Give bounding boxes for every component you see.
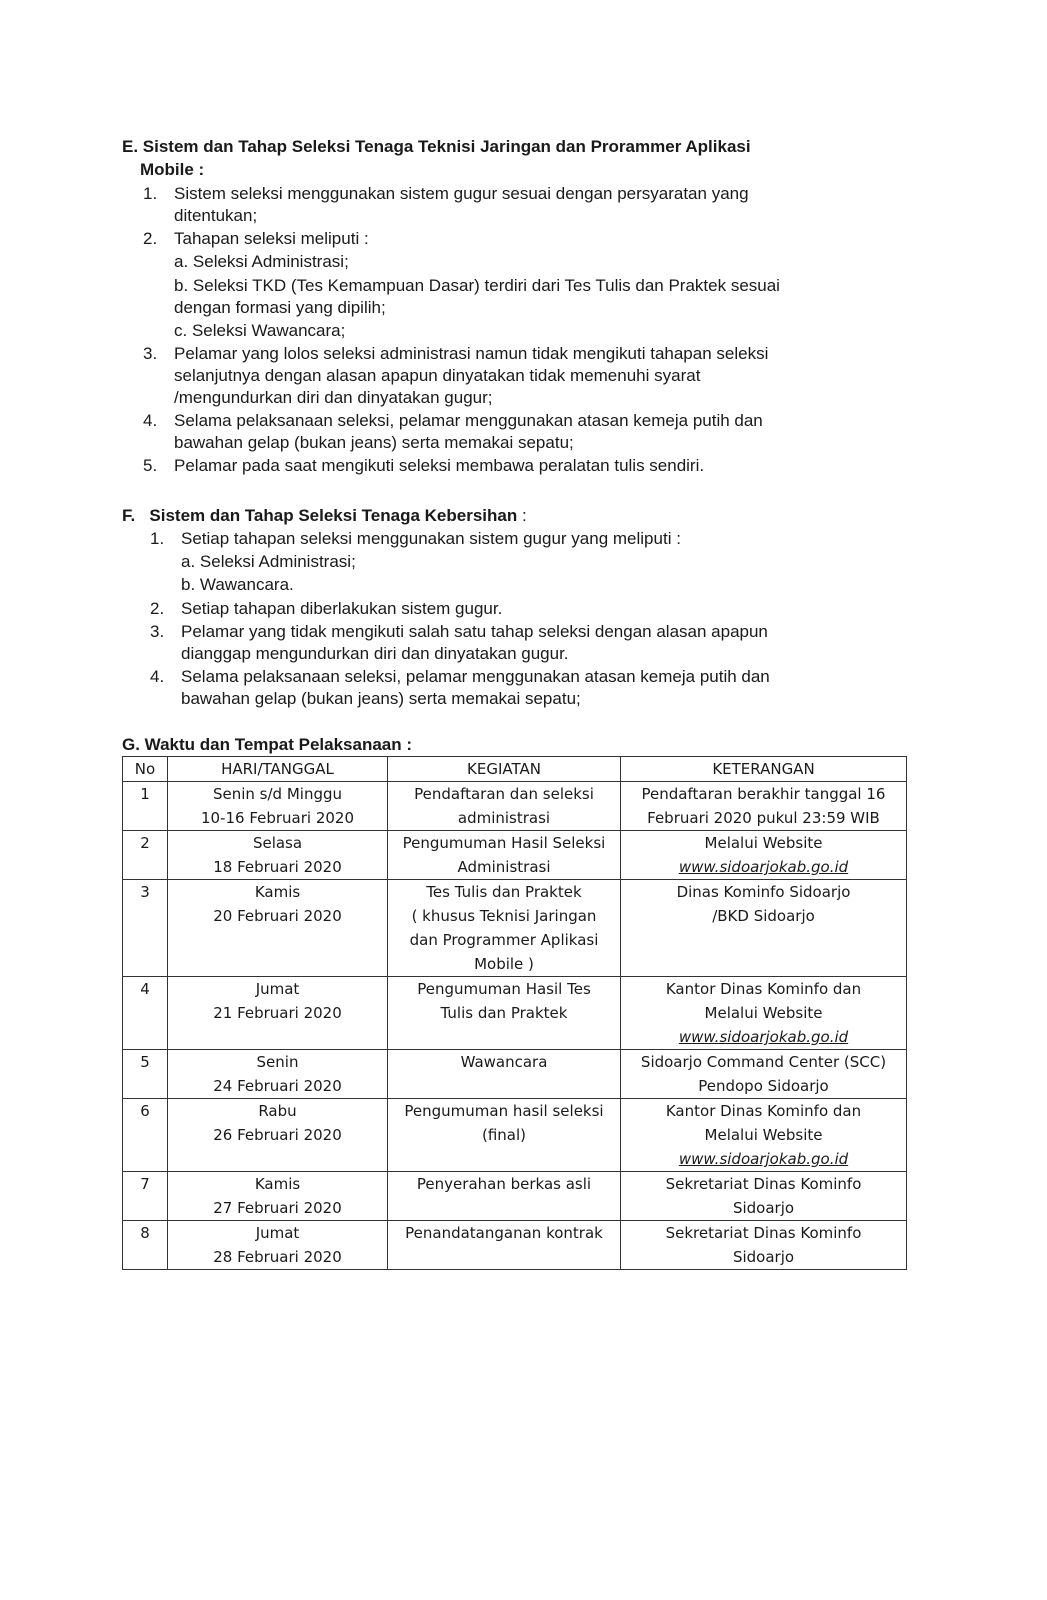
cell-no-line: 4 (140, 980, 150, 998)
list-item-number: 2. (143, 229, 158, 249)
sub-list-item-text: b. Wawancara. (181, 575, 294, 595)
cell-note (621, 782, 907, 831)
cell-activity (388, 1050, 621, 1099)
list-item-text: bawahan gelap (bukan jeans) serta memakai sepatu; (174, 433, 574, 453)
cell-note-line: Melalui Website (704, 1004, 823, 1022)
cell-activity-line: Administrasi (457, 858, 551, 876)
header-activity: KEGIATAN (388, 757, 621, 782)
cell-date-line: 18 Februari 2020 (213, 858, 342, 876)
cell-note-line: Dinas Kominfo Sidoarjo (676, 883, 851, 901)
cell-date-line: 26 Februari 2020 (213, 1126, 342, 1144)
list-item-text: Pelamar pada saat mengikuti seleksi membawa peralatan tulis sendiri. (174, 456, 705, 476)
cell-no-line: 8 (140, 1224, 150, 1242)
list-item-text: bawahan gelap (bukan jeans) serta memakai sepatu; (181, 689, 581, 708)
cell-activity-line: Penandatanganan kontrak (405, 1224, 603, 1242)
table-row (123, 1172, 907, 1221)
cell-date-line: 21 Februari 2020 (213, 1004, 342, 1022)
list-item-text: selanjutnya dengan alasan apapun dinyatakan tidak memenuhi syarat (174, 366, 701, 385)
sub-list-item-text: c. Seleksi Wawancara; (174, 320, 346, 340)
website-link[interactable]: www.sidoarjokab.go.id (678, 1150, 849, 1168)
cell-date (168, 782, 388, 831)
table-row (123, 831, 907, 880)
list-item-number: 1. (143, 184, 158, 203)
cell-no (123, 1050, 168, 1099)
table-row (123, 977, 907, 1050)
cell-activity-line: Pengumuman Hasil Seleksi (402, 834, 606, 852)
cell-date-line: Kamis (254, 1175, 301, 1193)
cell-date-line: Selasa (252, 834, 303, 852)
cell-activity-line: Pengumuman hasil seleksi (404, 1102, 604, 1120)
sub-list-item-text: b. Seleksi TKD (Tes Kemampuan Dasar) terdiri dari Tes Tulis dan Praktek sesuai (174, 275, 780, 295)
table-row (123, 782, 907, 831)
cell-note (621, 1221, 907, 1270)
cell-activity-line: Tes Tulis dan Praktek (426, 883, 582, 901)
cell-note (621, 880, 907, 977)
cell-note-line: Pendaftaran berakhir tanggal 16 (641, 785, 886, 803)
cell-activity-line: (final) (481, 1126, 527, 1144)
cell-note-line: Melalui Website (704, 834, 823, 852)
cell-activity (388, 1172, 621, 1221)
cell-activity-line: Pendaftaran dan seleksi (414, 785, 594, 803)
cell-date-line: Jumat (255, 1224, 300, 1242)
header-no: No (123, 757, 168, 782)
list-item-text: ditentukan; (174, 206, 258, 225)
website-link[interactable]: www.sidoarjokab.go.id (678, 1028, 849, 1046)
cell-date-line: 28 Februari 2020 (213, 1248, 342, 1266)
cell-no (123, 782, 168, 831)
list-item-text: /mengundurkan diri dan dinyatakan gugur; (174, 388, 493, 407)
cell-activity (388, 977, 621, 1050)
cell-note-line: Pendopo Sidoarjo (698, 1077, 829, 1095)
cell-date (168, 880, 388, 977)
cell-note-line: Sidoarjo (732, 1199, 795, 1217)
list-item-text: Selama pelaksanaan seleksi, pelamar menggunakan atasan kemeja putih dan (181, 667, 770, 686)
cell-activity-line: Pengumuman Hasil Tes (417, 980, 591, 998)
cell-note-line: Melalui Website (704, 1126, 823, 1144)
cell-date (168, 1221, 388, 1270)
sub-list-item-text: a. Seleksi Administrasi; (181, 552, 356, 572)
section-g-title: G. Waktu dan Tempat Pelaksanaan : (122, 735, 413, 754)
cell-activity (388, 1221, 621, 1270)
cell-date-line: Jumat (255, 980, 300, 998)
cell-activity-line: Wawancara (460, 1053, 548, 1071)
cell-no (123, 977, 168, 1050)
cell-date-line: 20 Februari 2020 (213, 907, 342, 925)
cell-activity (388, 831, 621, 880)
list-item-text: Setiap tahapan seleksi menggunakan sistem gugur yang meliputi : (181, 529, 681, 548)
cell-no (123, 1172, 168, 1221)
cell-note-line: Sidoarjo Command Center (SCC) (640, 1053, 887, 1071)
schedule-body (123, 782, 907, 1270)
website-link[interactable]: www.sidoarjokab.go.id (678, 858, 849, 876)
cell-date (168, 831, 388, 880)
cell-activity-line: Tulis dan Praktek (440, 1004, 568, 1022)
cell-note-line: Sekretariat Dinas Kominfo (665, 1175, 862, 1193)
cell-activity-line: ( khusus Teknisi Jaringan (411, 907, 597, 925)
cell-date (168, 1099, 388, 1172)
list-item-text: Tahapan seleksi meliputi : (174, 229, 369, 249)
cell-note (621, 977, 907, 1050)
cell-activity-line: Penyerahan berkas asli (416, 1175, 592, 1193)
list-item-text: dianggap mengundurkan diri dan dinyatakan gugur. (181, 643, 569, 663)
cell-no-line: 1 (140, 785, 150, 803)
list-item-number: 3. (150, 621, 165, 641)
cell-date-line: 24 Februari 2020 (213, 1077, 342, 1095)
cell-no-line: 7 (140, 1175, 150, 1193)
section-f-title-text: F. Sistem dan Tahap Seleksi Tenaga Kebersihan (122, 506, 518, 525)
cell-date (168, 1050, 388, 1099)
list-item-number: 4. (143, 411, 158, 431)
cell-activity (388, 782, 621, 831)
list-item-text: Pelamar yang tidak mengikuti salah satu tahap seleksi dengan alasan apapun (181, 621, 768, 641)
list-item-text: Sistem seleksi menggunakan sistem gugur sesuai dengan persyaratan yang (174, 184, 749, 203)
cell-note (621, 831, 907, 880)
cell-date-line: Senin s/d Minggu (212, 785, 343, 803)
list-item-number: 3. (143, 344, 158, 363)
list-item-text: Selama pelaksanaan seleksi, pelamar menggunakan atasan kemeja putih dan (174, 411, 763, 431)
list-item-number: 5. (143, 456, 158, 476)
cell-note-line: /BKD Sidoarjo (712, 907, 815, 925)
cell-date (168, 1172, 388, 1221)
sub-list-item-text: a. Seleksi Administrasi; (174, 252, 349, 272)
header-note: KETERANGAN (621, 757, 907, 782)
table-row (123, 1050, 907, 1099)
cell-no-line: 3 (140, 883, 150, 901)
schedule-table (122, 756, 907, 1270)
cell-date-line: Senin (256, 1053, 299, 1071)
section-f-title (122, 505, 527, 527)
table-row (123, 880, 907, 977)
cell-note-line: Sekretariat Dinas Kominfo (665, 1224, 862, 1242)
header-date: HARI/TANGGAL (168, 757, 388, 782)
schedule-header-row (123, 757, 907, 782)
cell-activity (388, 1099, 621, 1172)
cell-note (621, 1050, 907, 1099)
cell-note-line: Februari 2020 pukul 23:59 WIB (647, 809, 880, 827)
cell-no (123, 831, 168, 880)
section-f-title-suffix: : (517, 506, 527, 525)
cell-activity-line: Mobile ) (474, 955, 534, 973)
cell-note (621, 1099, 907, 1172)
cell-note-line: Kantor Dinas Kominfo dan (665, 1102, 862, 1120)
table-row (123, 1221, 907, 1270)
list-item-text: Setiap tahapan diberlakukan sistem gugur. (181, 598, 503, 618)
cell-date-line: 10-16 Februari 2020 (200, 809, 355, 827)
cell-no (123, 1099, 168, 1172)
section-e-title: E. Sistem dan Tahap Seleksi Tenaga Teknisi Jaringan dan Prorammer Aplikasi (122, 137, 751, 156)
cell-date-line: 27 Februari 2020 (213, 1199, 342, 1217)
cell-date-line: Kamis (254, 883, 301, 901)
sub-list-item-text: dengan formasi yang dipilih; (174, 297, 386, 317)
cell-no-line: 5 (140, 1053, 150, 1071)
list-item-number: 4. (150, 667, 165, 686)
list-item-number: 1. (150, 529, 165, 548)
cell-activity (388, 880, 621, 977)
cell-note-line: Sidoarjo (732, 1248, 795, 1266)
cell-activity-line: administrasi (457, 809, 551, 827)
table-row (123, 1099, 907, 1172)
cell-no-line: 2 (140, 834, 150, 852)
cell-note-line: Kantor Dinas Kominfo dan (665, 980, 862, 998)
section-e-title-cont: Mobile : (140, 160, 205, 179)
cell-no (123, 880, 168, 977)
list-item-number: 2. (150, 598, 165, 618)
cell-date-line: Rabu (258, 1102, 297, 1120)
list-item-text: Pelamar yang lolos seleksi administrasi namun tidak mengikuti tahapan seleksi (174, 344, 769, 363)
cell-note (621, 1172, 907, 1221)
cell-activity-line: dan Programmer Aplikasi (409, 931, 599, 949)
cell-date (168, 977, 388, 1050)
cell-no-line: 6 (140, 1102, 150, 1120)
cell-no (123, 1221, 168, 1270)
